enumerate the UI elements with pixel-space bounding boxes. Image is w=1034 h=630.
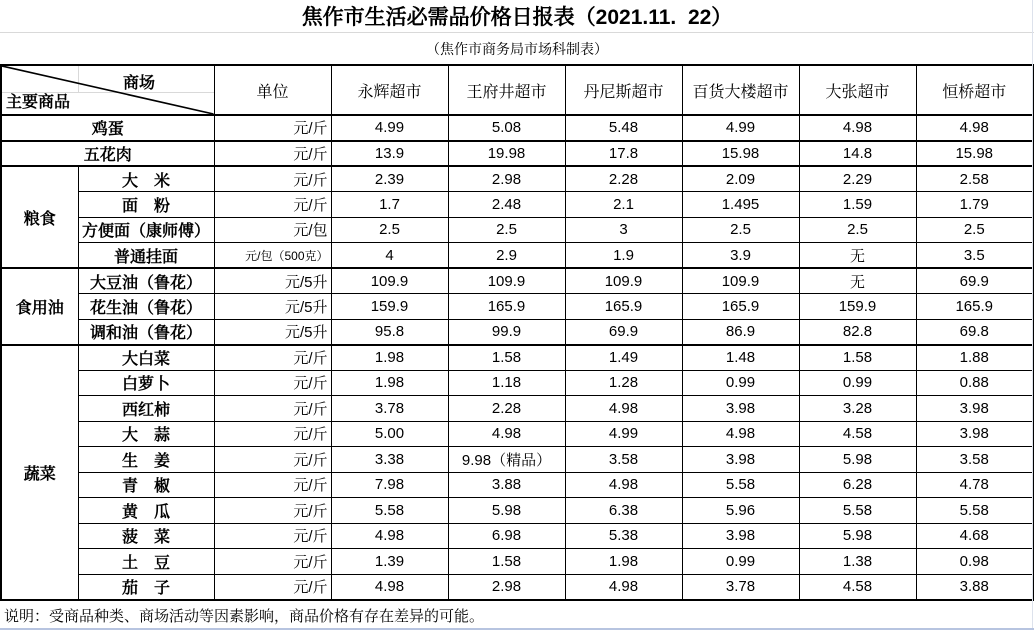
price-cell: 3.78 — [331, 396, 448, 422]
corner-label-product: 主要商品 — [6, 94, 71, 111]
price-cell: 5.38 — [565, 523, 682, 549]
report-subtitle: （焦作市商务局市场科制表） — [426, 40, 608, 57]
price-cell: 1.9 — [565, 243, 682, 269]
table-row — [1, 472, 1033, 498]
price-cell: 5.08 — [448, 115, 565, 141]
table-row — [1, 319, 1033, 345]
price-cell: 3.58 — [916, 447, 1033, 473]
price-cell: 109.9 — [331, 268, 448, 294]
price-cell: 109.9 — [565, 268, 682, 294]
price-cell: 3.88 — [448, 472, 565, 498]
price-cell: 69.8 — [916, 319, 1033, 345]
product-cell: 鸡蛋 — [1, 115, 214, 141]
price-cell: 1.7 — [331, 192, 448, 218]
price-cell: 2.9 — [448, 243, 565, 269]
unit-cell: 元/斤 — [214, 574, 331, 600]
product-cell: 生 姜 — [78, 447, 214, 473]
price-cell: 165.9 — [565, 294, 682, 320]
price-cell: 3.98 — [682, 396, 799, 422]
unit-cell: 元/斤 — [214, 141, 331, 167]
table-row — [1, 141, 1033, 167]
category-cell: 粮食 — [1, 166, 78, 268]
table-row — [1, 447, 1033, 473]
column-header-market: 丹尼斯超市 — [565, 65, 682, 115]
product-cell: 白萝卜 — [78, 370, 214, 396]
price-cell: 4.99 — [682, 115, 799, 141]
price-cell: 2.1 — [565, 192, 682, 218]
price-cell: 2.28 — [565, 166, 682, 192]
product-cell: 大 蒜 — [78, 421, 214, 447]
price-cell: 0.88 — [916, 370, 1033, 396]
price-cell: 1.18 — [448, 370, 565, 396]
unit-cell: 元/斤 — [214, 421, 331, 447]
table-row — [1, 243, 1033, 269]
price-cell: 3.78 — [682, 574, 799, 600]
price-cell: 159.9 — [799, 294, 916, 320]
unit-cell: 元/斤 — [214, 115, 331, 141]
price-cell: 2.5 — [682, 217, 799, 243]
price-cell: 3.38 — [331, 447, 448, 473]
category-cell: 食用油 — [1, 268, 78, 345]
table-row — [1, 421, 1033, 447]
price-cell: 1.98 — [565, 549, 682, 575]
price-cell: 6.98 — [448, 523, 565, 549]
price-cell: 3.98 — [916, 421, 1033, 447]
price-cell: 159.9 — [331, 294, 448, 320]
price-cell: 4.98 — [565, 396, 682, 422]
price-cell: 2.98 — [448, 166, 565, 192]
price-cell: 3.88 — [916, 574, 1033, 600]
price-cell: 2.09 — [682, 166, 799, 192]
price-cell: 15.98 — [916, 141, 1033, 167]
price-cell: 69.9 — [565, 319, 682, 345]
table-row — [1, 396, 1033, 422]
price-cell: 3.98 — [682, 523, 799, 549]
price-cell: 5.58 — [682, 472, 799, 498]
price-cell: 9.98（精品） — [448, 447, 565, 473]
product-cell: 调和油（鲁花） — [78, 319, 214, 345]
price-cell: 0.98 — [916, 549, 1033, 575]
price-cell: 19.98 — [448, 141, 565, 167]
price-cell: 3.9 — [682, 243, 799, 269]
price-cell: 4.98 — [448, 421, 565, 447]
price-cell: 2.28 — [448, 396, 565, 422]
table-row — [1, 523, 1033, 549]
column-header-market: 王府井超市 — [448, 65, 565, 115]
price-cell: 165.9 — [916, 294, 1033, 320]
price-cell: 6.38 — [565, 498, 682, 524]
price-cell: 4.98 — [565, 574, 682, 600]
price-cell: 109.9 — [682, 268, 799, 294]
price-cell: 5.58 — [916, 498, 1033, 524]
product-cell: 西红柿 — [78, 396, 214, 422]
unit-cell: 元/斤 — [214, 498, 331, 524]
corner-header-cell — [1, 65, 214, 115]
price-cell: 4.99 — [565, 421, 682, 447]
price-cell: 5.98 — [448, 498, 565, 524]
price-cell: 1.38 — [799, 549, 916, 575]
price-cell: 69.9 — [916, 268, 1033, 294]
price-cell: 1.88 — [916, 345, 1033, 371]
price-cell: 1.58 — [448, 549, 565, 575]
price-cell: 14.8 — [799, 141, 916, 167]
price-cell: 0.99 — [682, 549, 799, 575]
unit-cell: 元/5升 — [214, 319, 331, 345]
price-cell: 3.28 — [799, 396, 916, 422]
unit-cell: 元/斤 — [214, 523, 331, 549]
sheet-gridline-right-edge — [1032, 0, 1033, 630]
product-cell: 黄 瓜 — [78, 498, 214, 524]
unit-cell: 元/包（500克） — [214, 243, 331, 269]
unit-cell: 元/斤 — [214, 472, 331, 498]
price-cell: 5.48 — [565, 115, 682, 141]
price-cell: 17.8 — [565, 141, 682, 167]
column-header-unit: 单位 — [214, 65, 331, 115]
price-cell: 1.59 — [799, 192, 916, 218]
price-cell: 4.98 — [331, 523, 448, 549]
table-row — [1, 192, 1033, 218]
price-cell: 2.39 — [331, 166, 448, 192]
unit-cell: 元/斤 — [214, 549, 331, 575]
table-row — [1, 574, 1033, 600]
unit-cell: 元/5升 — [214, 268, 331, 294]
product-cell: 方便面（康师傅） — [78, 217, 214, 243]
product-cell: 大 米 — [78, 166, 214, 192]
unit-cell: 元/斤 — [214, 166, 331, 192]
report-title: 焦作市生活必需品价格日报表（2021.11. 22） — [0, 0, 1034, 33]
price-cell: 3.5 — [916, 243, 1033, 269]
price-cell: 4.98 — [331, 574, 448, 600]
price-cell: 2.58 — [916, 166, 1033, 192]
product-cell: 大白菜 — [78, 345, 214, 371]
table-row — [1, 294, 1033, 320]
price-cell: 4 — [331, 243, 448, 269]
product-cell: 普通挂面 — [78, 243, 214, 269]
price-cell: 4.99 — [331, 115, 448, 141]
price-cell: 1.39 — [331, 549, 448, 575]
table-row — [1, 345, 1033, 371]
unit-cell: 元/包 — [214, 217, 331, 243]
price-cell: 4.98 — [565, 472, 682, 498]
price-cell: 2.5 — [916, 217, 1033, 243]
price-cell: 3 — [565, 217, 682, 243]
column-header-market: 百货大楼超市 — [682, 65, 799, 115]
product-cell: 土 豆 — [78, 549, 214, 575]
price-cell: 15.98 — [682, 141, 799, 167]
corner-label-market: 商场 — [123, 75, 156, 92]
price-cell: 3.98 — [682, 447, 799, 473]
table-row — [1, 217, 1033, 243]
price-cell: 2.5 — [448, 217, 565, 243]
column-header-market: 永辉超市 — [331, 65, 448, 115]
unit-cell: 元/斤 — [214, 192, 331, 218]
price-cell: 1.48 — [682, 345, 799, 371]
table-row — [1, 268, 1033, 294]
product-cell: 面 粉 — [78, 192, 214, 218]
column-header-market: 恒桥超市 — [916, 65, 1033, 115]
price-cell: 1.98 — [331, 345, 448, 371]
price-cell: 165.9 — [682, 294, 799, 320]
footnote: 说明：受商品种类、商场活动等因素影响，商品价格有存在差异的可能。 — [4, 607, 485, 625]
price-cell: 5.98 — [799, 447, 916, 473]
price-cell: 1.79 — [916, 192, 1033, 218]
unit-cell: 元/斤 — [214, 447, 331, 473]
price-cell: 1.98 — [331, 370, 448, 396]
table-row — [1, 370, 1033, 396]
price-cell: 1.58 — [448, 345, 565, 371]
product-cell: 花生油（鲁花） — [78, 294, 214, 320]
price-table — [0, 64, 1034, 601]
price-cell: 82.8 — [799, 319, 916, 345]
price-cell: 1.28 — [565, 370, 682, 396]
price-cell: 1.49 — [565, 345, 682, 371]
product-cell: 五花肉 — [1, 141, 214, 167]
unit-cell: 元/斤 — [214, 345, 331, 371]
price-cell: 99.9 — [448, 319, 565, 345]
product-cell: 青 椒 — [78, 472, 214, 498]
price-cell: 4.58 — [799, 574, 916, 600]
product-cell: 菠 菜 — [78, 523, 214, 549]
price-cell: 1.58 — [799, 345, 916, 371]
unit-cell: 元/斤 — [214, 396, 331, 422]
price-cell: 13.9 — [331, 141, 448, 167]
table-row — [1, 549, 1033, 575]
product-cell: 茄 子 — [78, 574, 214, 600]
category-cell: 蔬菜 — [1, 345, 78, 600]
price-cell: 2.5 — [799, 217, 916, 243]
price-cell: 5.98 — [799, 523, 916, 549]
price-cell: 无 — [799, 243, 916, 269]
price-cell: 0.99 — [799, 370, 916, 396]
price-cell: 4.68 — [916, 523, 1033, 549]
price-cell: 3.58 — [565, 447, 682, 473]
table-row — [1, 498, 1033, 524]
price-cell: 165.9 — [448, 294, 565, 320]
table-row — [1, 166, 1033, 192]
price-cell: 0.99 — [682, 370, 799, 396]
price-cell: 4.58 — [799, 421, 916, 447]
price-cell: 2.48 — [448, 192, 565, 218]
table-body — [1, 115, 1033, 600]
column-header-market: 大张超市 — [799, 65, 916, 115]
price-cell: 2.98 — [448, 574, 565, 600]
product-cell: 大豆油（鲁花） — [78, 268, 214, 294]
header-row — [1, 65, 1033, 115]
table-row — [1, 115, 1033, 141]
price-cell: 5.58 — [799, 498, 916, 524]
price-cell: 4.98 — [682, 421, 799, 447]
price-cell: 95.8 — [331, 319, 448, 345]
price-cell: 2.29 — [799, 166, 916, 192]
unit-cell: 元/斤 — [214, 370, 331, 396]
price-cell: 109.9 — [448, 268, 565, 294]
unit-cell: 元/5升 — [214, 294, 331, 320]
price-cell: 4.98 — [916, 115, 1033, 141]
price-cell: 4.78 — [916, 472, 1033, 498]
price-cell: 4.98 — [799, 115, 916, 141]
price-cell: 6.28 — [799, 472, 916, 498]
price-cell: 86.9 — [682, 319, 799, 345]
price-cell: 5.58 — [331, 498, 448, 524]
price-cell: 7.98 — [331, 472, 448, 498]
price-cell: 1.495 — [682, 192, 799, 218]
price-cell: 5.00 — [331, 421, 448, 447]
price-cell: 3.98 — [916, 396, 1033, 422]
price-cell: 2.5 — [331, 217, 448, 243]
price-cell: 5.96 — [682, 498, 799, 524]
price-cell: 无 — [799, 268, 916, 294]
